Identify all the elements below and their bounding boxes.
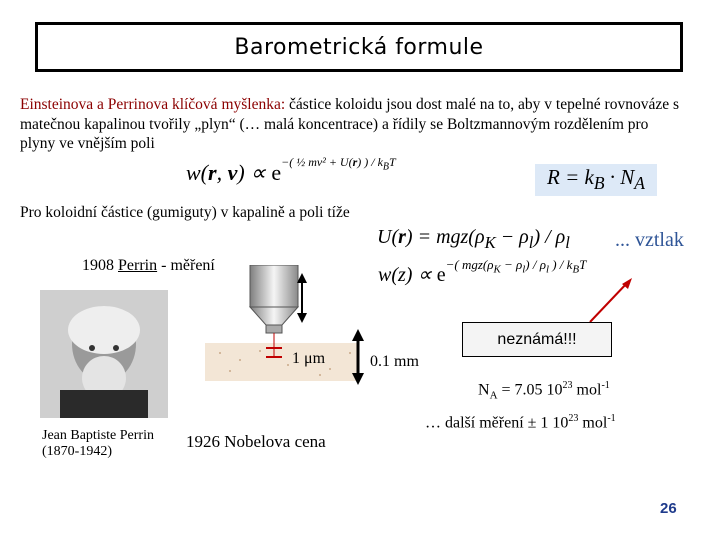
nobel-prize: 1926 Nobelova cena — [186, 432, 326, 451]
caption-name: Jean Baptiste Perrin — [42, 428, 154, 443]
slide-title: Barometrická formule — [234, 34, 484, 60]
micrometer-label: 1 μm — [292, 350, 326, 367]
caption-years: (1870-1942) — [42, 444, 112, 459]
koloid-text: Pro koloidní částice (gumiguty) v kapalině a poli tíže — [20, 204, 350, 221]
perrin-portrait — [40, 290, 168, 418]
avogadro-value: $N_A = 7.05$ $10^{23}$ mol$^{-1}$ — [478, 380, 610, 402]
perrin-name: Perrin — [118, 257, 158, 274]
boltzmann-formula: w(r, $v) \propto e^{-( \frac{1}{2} mv^2 + U(r) ) / k_BT}$ — [186, 155, 396, 185]
portrait-caption — [42, 428, 154, 460]
buoyancy-note: ... vztlak — [615, 229, 684, 251]
perrin-rest: - měření — [157, 257, 215, 274]
intro-body-text: částice koloidu jsou dost malé na to, aby v tepelné rovnováze s matečnou kapalinou tvořily „plyn“ (… malá koncentrace) a řídily se Boltzmannovým rozdělením pro plyny ve vnějším poli — [20, 96, 680, 152]
perrin-year: 1908 — [82, 257, 114, 274]
microscope-apparatus — [200, 265, 380, 385]
unknown-label: neznámá!!! — [497, 330, 577, 348]
gas-constant-formula: $R = k_B \cdot N_A$ — [535, 164, 657, 196]
height-distribution-formula: $w(z) \propto e^{-( mgz(\rho_K - \rho_l) / \rho_l ) / k_BT}$ — [378, 257, 587, 286]
next-measurement: … další měření ± 1 $10^{23}$ mol$^{-1}$ — [425, 413, 616, 432]
page-number: 26 — [660, 500, 677, 517]
potential-formula: $U(r) = mgz(\rho_K - \rho_l) / \rho_l$ — [377, 226, 570, 252]
unknown-box — [462, 322, 612, 357]
millimeter-label: 0.1 mm — [370, 353, 419, 370]
key-idea-text: Einsteinova a Perrinova klíčová myšlenka: — [20, 96, 286, 113]
